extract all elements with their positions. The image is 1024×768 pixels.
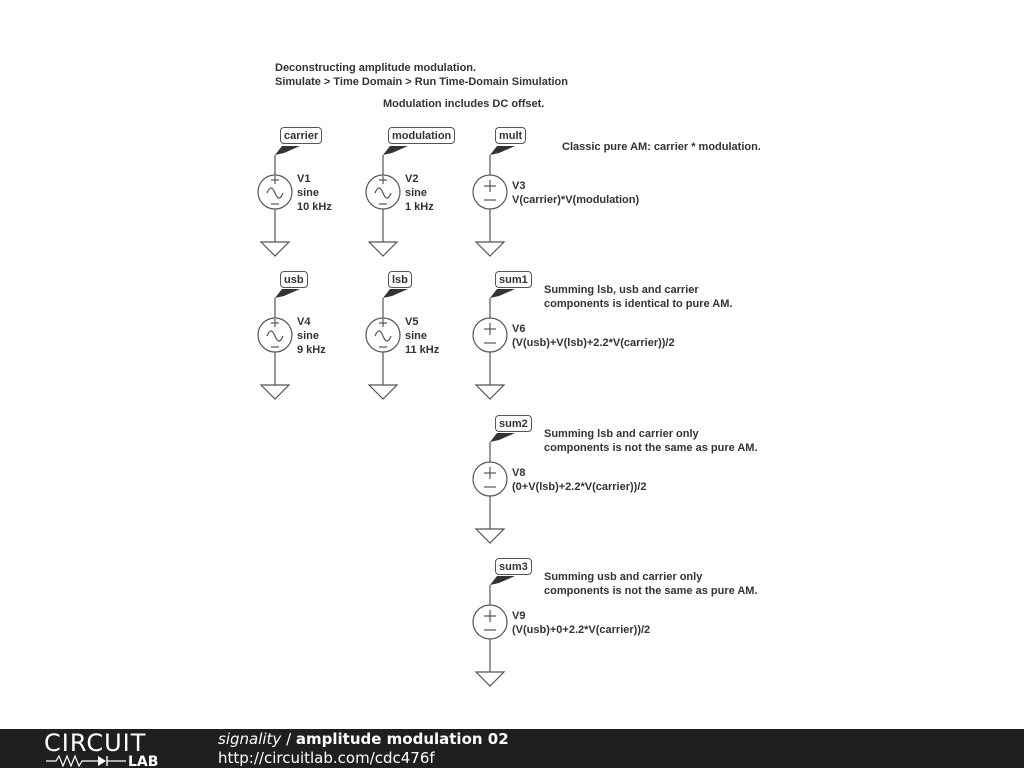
v3-symbol[interactable] xyxy=(473,155,507,256)
v1-label xyxy=(297,172,332,214)
v5-name: V5 xyxy=(405,316,419,328)
v4-name: V4 xyxy=(297,316,311,328)
v5-symbol[interactable] xyxy=(366,298,400,399)
v1-symbol[interactable] xyxy=(258,155,292,256)
net-label-carrier[interactable]: carrier xyxy=(280,127,322,144)
sum3-note-line2: components is not the same as pure AM. xyxy=(544,585,758,597)
sum1-note-line2: components is identical to pure AM. xyxy=(544,298,733,310)
v2-symbol[interactable] xyxy=(366,155,400,256)
v1-type: sine xyxy=(297,187,320,199)
net-label-modulation[interactable]: modulation xyxy=(388,127,455,144)
v6-label xyxy=(512,322,675,350)
v6-name: V6 xyxy=(512,323,526,335)
header-note-line1: Deconstructing amplitude modulation. xyxy=(275,62,477,74)
v3-expr: V(carrier)*V(modulation) xyxy=(512,194,640,206)
v4-label xyxy=(297,315,326,357)
v8-expr: (0+V(lsb)+2.2*V(carrier))/2 xyxy=(512,481,647,493)
v1-value: 10 kHz xyxy=(297,201,332,213)
v3-label xyxy=(512,179,639,207)
v8-label xyxy=(512,466,647,494)
v4-value: 9 kHz xyxy=(297,344,326,356)
logo-resistor-icon xyxy=(46,753,174,767)
v1-name: V1 xyxy=(297,173,311,185)
v6-symbol[interactable] xyxy=(473,298,507,399)
v2-label xyxy=(405,172,434,214)
project-name[interactable]: amplitude modulation 02 xyxy=(295,730,509,748)
net-label-sum3[interactable]: sum3 xyxy=(495,558,532,575)
header-note-line2: Simulate > Time Domain > Run Time-Domain Simulation xyxy=(275,76,568,88)
v9-label xyxy=(512,609,650,637)
net-label-lsb[interactable]: lsb xyxy=(388,271,412,288)
v4-symbol[interactable] xyxy=(258,298,292,399)
net-label-usb[interactable]: usb xyxy=(280,271,308,288)
net-label-mult[interactable]: mult xyxy=(495,127,526,144)
sum3-note-line1: Summing usb and carrier only xyxy=(544,571,703,583)
v9-symbol[interactable] xyxy=(473,585,507,686)
v9-name: V9 xyxy=(512,610,526,622)
project-title xyxy=(218,730,509,749)
sum2-note-line2: components is not the same as pure AM. xyxy=(544,442,758,454)
sum1-note-line1: Summing lsb, usb and carrier xyxy=(544,284,699,296)
circuitlab-logo[interactable]: CIRCUIT xyxy=(44,729,147,757)
sum2-note-line1: Summing lsb and carrier only xyxy=(544,428,699,440)
v6-expr: (V(usb)+V(lsb)+2.2*V(carrier))/2 xyxy=(512,337,675,349)
v9-expr: (V(usb)+0+2.2*V(carrier))/2 xyxy=(512,624,651,636)
v5-value: 11 kHz xyxy=(405,344,440,356)
v5-label xyxy=(405,315,439,357)
project-url[interactable]: http://circuitlab.com/cdc476f xyxy=(218,749,435,767)
dc-offset-note: Modulation includes DC offset. xyxy=(383,98,545,110)
v2-value: 1 kHz xyxy=(405,201,434,213)
net-label-sum2[interactable]: sum2 xyxy=(495,415,532,432)
v8-symbol[interactable] xyxy=(473,442,507,543)
v8-name: V8 xyxy=(512,467,526,479)
project-user[interactable]: signality xyxy=(218,730,282,748)
logo-sub-text: LAB xyxy=(128,754,159,767)
v4-type: sine xyxy=(297,330,320,342)
v2-name: V2 xyxy=(405,173,419,185)
v3-name: V3 xyxy=(512,180,526,192)
net-label-sum1[interactable]: sum1 xyxy=(495,271,532,288)
v5-type: sine xyxy=(405,330,428,342)
classic-am-note: Classic pure AM: carrier * modulation. xyxy=(562,141,761,153)
title-separator: / xyxy=(281,730,296,748)
v2-type: sine xyxy=(405,187,428,199)
footer-bar xyxy=(0,729,1024,768)
